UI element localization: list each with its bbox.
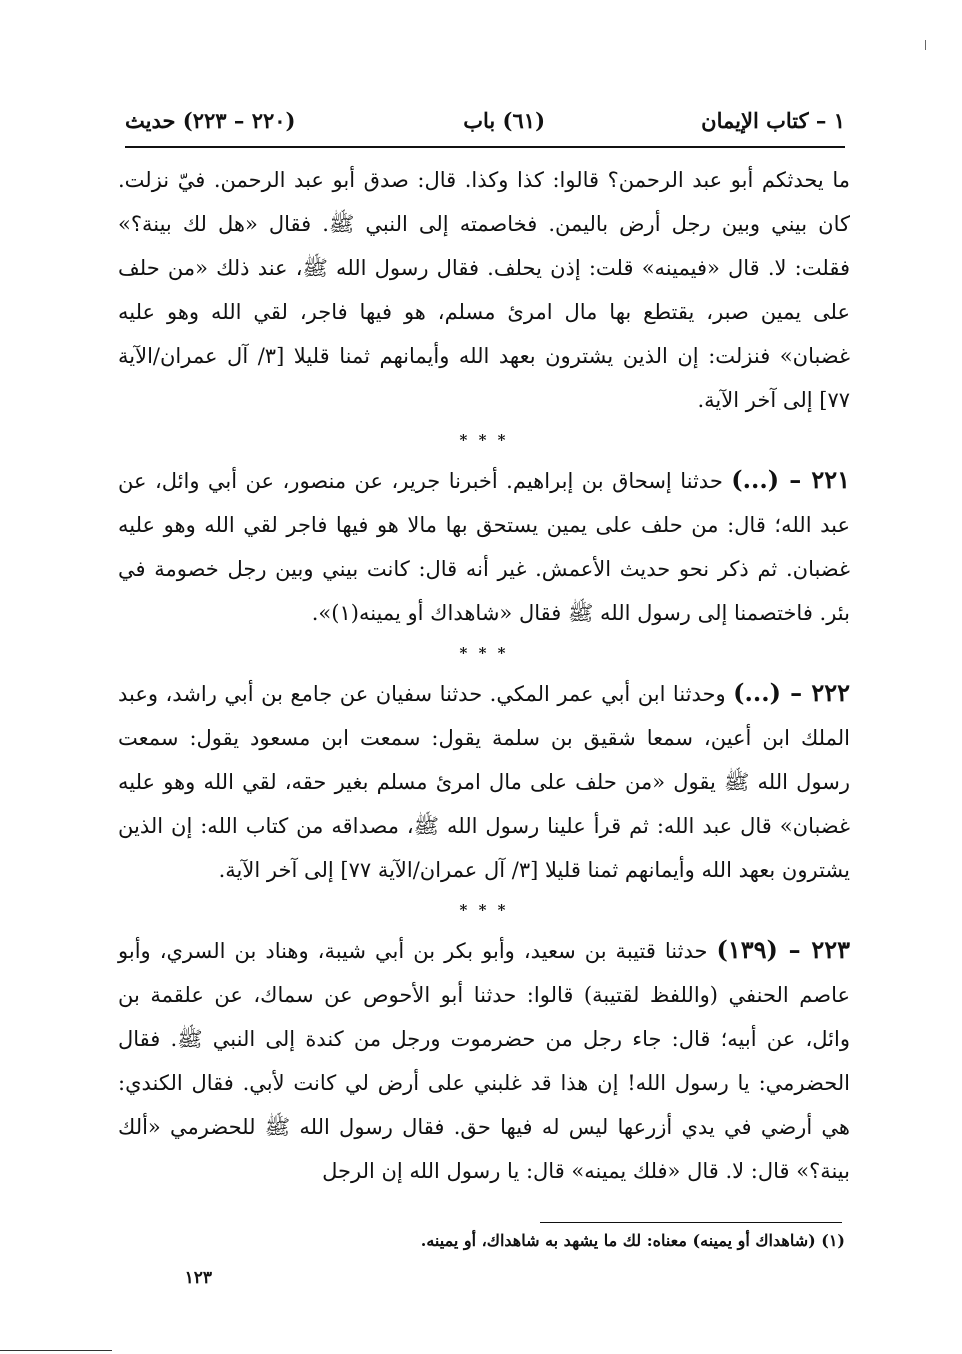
header-rule: [125, 146, 845, 148]
hadith-221: [118, 458, 850, 635]
bottom-rule: [0, 1350, 112, 1351]
hadith-223: [118, 928, 850, 1193]
paragraph-continuation: ما يحدثكم أبو عبد الرحمن؟ قالوا: كذا وكذا. قال: صدق أبو عبد الرحمن. فيّ نزلت. كان بيني وبين رجل أرض باليمن. فخاصمته إلى النبي ﷺ. فقال «هل لك بينة؟» فقلت: لا. قال «فيمينه» قلت: إذن يحلف. فقال رسول الله ﷺ، عند ذلك «من حلف على يمين صبر، يقتطع بها مال امرئ مسلم، هو فيها فاجر، لقي الله وهو عليه غضبان» فنزلت: إن الذين يشترون بعهد الله وأيمانهم ثمنا قليلا [٣/ آل عمران/الآية ٧٧] إلى آخر الآية.: [118, 168, 850, 412]
hadith-number: ٢٢١ – (...): [731, 465, 850, 494]
hadith-number: ٢٢٣ – (١٣٩): [716, 935, 850, 964]
section-separator: * * *: [459, 901, 509, 919]
footnote-rule: [540, 1222, 842, 1223]
section-separator: * * *: [459, 644, 509, 662]
footnote: (١) (شاهداك أو يمينه) معناه: لك ما يشهد به شاهداك، أو يمينه.: [420, 1231, 845, 1250]
hadith-text: وحدثنا ابن أبي عمر المكي. حدثنا سفيان عن جامع بن أبي راشد، وعبد الملك ابن أعين، سمعا شقيق بن سلمة يقول: سمعت ابن مسعود يقول: سمعت رسول الله ﷺ يقول «من حلف على مال امرئ مسلم بغير حقه، لقي الله وهو عليه غضبان» قال عبد الله: ثم قرأ علينا رسول الله ﷺ، مصداقه من كتاب الله: إن الذين يشترون بعهد الله وأيمانهم ثمنا قليلا [٣/ آل عمران/الآية ٧٧] إلى آخر الآية.: [118, 682, 850, 882]
main-text: [118, 158, 850, 1193]
hadith-222: [118, 671, 850, 892]
hadith-text: حدثنا إسحاق بن إبراهيم. أخبرنا جرير، عن منصور، عن أبي وائل، عن عبد الله؛ قال: من حلف على يمين يستحق بها مالا هو فيها فاجر لقي الله وهو عليه غضبان. ثم ذكر نحو حديث الأعمش. غير أنه قال: كانت بيني وبين رجل خصومة في بئر. فاختصمنا إلى رسول الله ﷺ فقال «شاهداك أو يمينه(١)».: [118, 469, 850, 625]
section-separator: * * *: [459, 431, 509, 449]
margin-mark: [925, 40, 926, 50]
running-header: [125, 100, 845, 144]
hadith-number: ٢٢٢ – (...): [733, 678, 850, 707]
page-number: ١٢٣: [184, 1268, 212, 1288]
hadith-text: حدثنا قتيبة بن سعيد، وأبو بكر بن أبي شيبة، وهناد بن السري، وأبو عاصم الحنفي (واللفظ لقتيبة) قالوا: حدثنا أبو الأحوص عن سماك، عن علقمة بن وائل، عن أبيه؛ قال: جاء رجل من حضرموت ورجل من كندة إلى النبي ﷺ. فقال الحضرمي: يا رسول الله! إن هذا قد غلبني على أرض لي كانت لأبي. فقال الكندي: هي أرضي في يدي أزرعها ليس له فيها حق. فقال رسول الله ﷺ للحضرمي «ألك بينة؟» قال: لا. قال «فلك يمينه» قال: يا رسول الله إن الرجل: [118, 939, 850, 1183]
header-book-title: ١ – كتاب الإيمان: [701, 108, 845, 133]
header-chapter: (٦١) باب: [463, 108, 545, 133]
header-hadith-range: (٢٢٠ – ٢٢٣) حديث: [125, 108, 296, 133]
